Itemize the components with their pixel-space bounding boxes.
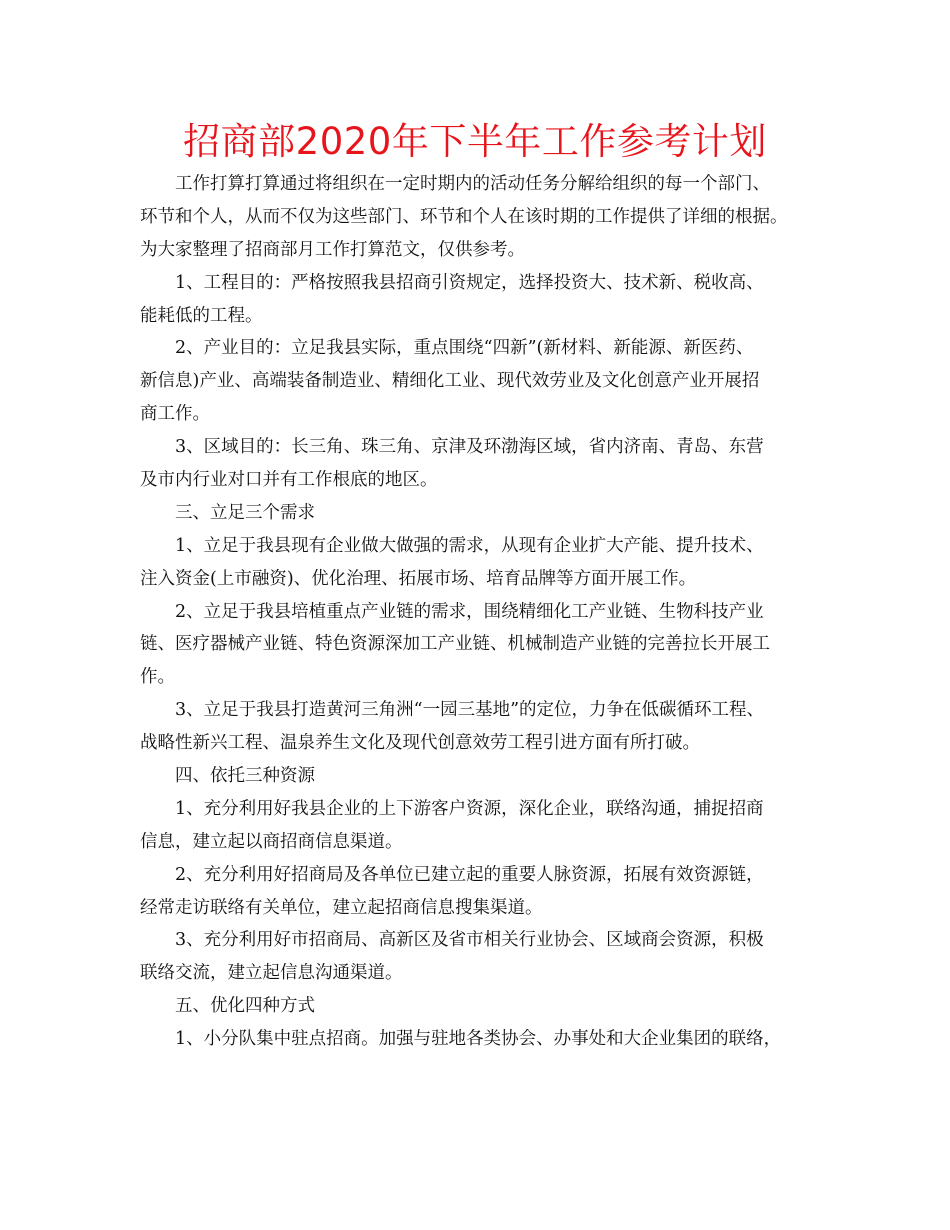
text-line: 联络交流，建立起信息沟通渠道。 (140, 963, 403, 984)
text-line: 3、立足于我县打造黄河三角洲“一园三基地”的定位，力争在低碳循环工程、 (175, 700, 765, 721)
text-line: 战略性新兴工程、温泉养生文化及现代创意效劳工程引进方面有所打破。 (140, 733, 700, 754)
text-line: 2、立足于我县培植重点产业链的需求，围绕精细化工产业链、生物科技产业 (175, 601, 764, 622)
text-line: 1、工程目的：严格按照我县招商引资规定，选择投资大、技术新、税收高、 (175, 272, 764, 293)
text-line: 经常走访联络有关单位，建立起招商信息搜集渠道。 (140, 897, 543, 918)
text-line: 1、小分队集中驻点招商。加强与驻地各类协会、办事处和大企业集团的联络， (175, 1029, 782, 1050)
text-line: 五、优化四种方式 (175, 996, 315, 1017)
text-line: 商工作。 (140, 404, 210, 425)
text-line: 三、立足三个需求 (175, 502, 315, 523)
text-line: 环节和个人，从而不仅为这些部门、环节和个人在该时期的工作提供了详细的根据。 (140, 206, 788, 227)
text-line: 新信息)产业、高端装备制造业、精细化工业、现代效劳业及文化创意产业开展招 (140, 371, 760, 392)
text-line: 2、产业目的：立足我县实际，重点围绕“四新”(新材料、新能源、新医药、 (175, 338, 754, 359)
text-line: 及市内行业对口并有工作根底的地区。 (140, 470, 438, 491)
text-line: 2、充分利用好招商局及各单位已建立起的重要人脉资源，拓展有效资源链， (175, 864, 764, 885)
document-body (140, 168, 820, 1056)
text-line: 信息，建立起以商招商信息渠道。 (140, 831, 403, 852)
text-line: 链、医疗器械产业链、特色资源深加工产业链、机械制造产业链的完善拉长开展工 (140, 634, 770, 655)
text-line: 作。 (140, 667, 175, 688)
text-line: 1、立足于我县现有企业做大做强的需求，从现有企业扩大产能、提升技术、 (175, 535, 764, 556)
text-line: 四、依托三种资源 (175, 766, 315, 787)
text-line: 1、充分利用好我县企业的上下游客户资源，深化企业，联络沟通，捕捉招商 (175, 798, 764, 819)
text-line: 注入资金(上市融资)、优化治理、拓展市场、培育品牌等方面开展工作。 (140, 568, 697, 589)
text-line: 工作打算打算通过将组织在一定时期内的活动任务分解给组织的每一个部门、 (175, 174, 770, 194)
text-line: 为大家整理了招商部月工作打算范文，仅供参考。 (140, 239, 525, 260)
document-title: 招商部2020年下半年工作参考计划 (183, 120, 767, 163)
text-line: 3、充分利用好市招商局、高新区及省市相关行业协会、区域商会资源，积极 (175, 930, 764, 951)
text-line: 3、区域目的：长三角、珠三角、京津及环渤海区域，省内济南、青岛、东营 (175, 437, 764, 458)
text-line: 能耗低的工程。 (140, 305, 263, 326)
